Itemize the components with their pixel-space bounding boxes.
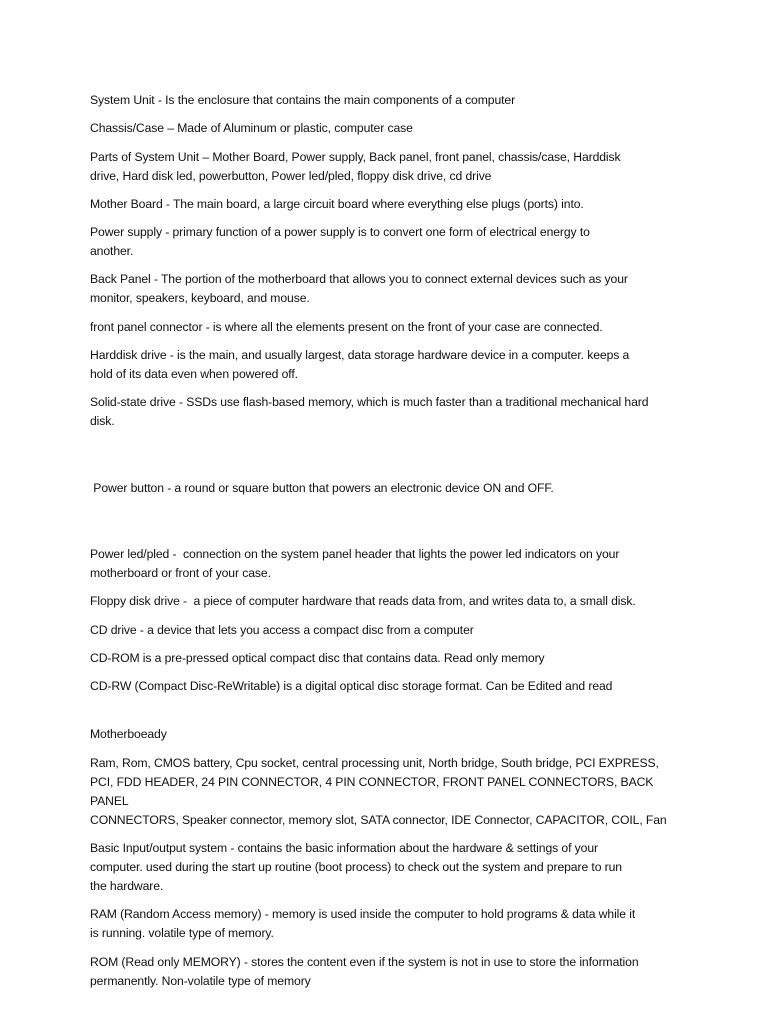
text-line: CONNECTORS, Speaker connector, memory slot, SATA connector, IDE Connector, CAPACITOR, COIL, Fan: [90, 812, 667, 827]
text-line: Mother Board - The main board, a large circuit board where everything else plugs (ports) into.: [90, 196, 584, 211]
text-line: Chassis/Case – Made of Aluminum or plastic, computer case: [90, 121, 413, 136]
text-line: Floppy disk drive - a piece of computer hardware that reads data from, and writes data to, a small disk.: [90, 594, 636, 609]
paragraph-back-panel: [90, 270, 685, 308]
paragraph-power-button: [90, 441, 685, 536]
text-line: computer. used during the start up routine (boot process) to check out the system and prepare to run: [90, 860, 622, 875]
paragraph-power-supply: [90, 223, 685, 261]
text-line: Power led/pled - connection on the system panel header that lights the power led indicators on your: [90, 546, 620, 561]
paragraph-motherboard-components: [90, 754, 685, 830]
paragraph-cd-drive: [90, 621, 685, 640]
text-line: CD drive - a device that lets you access a compact disc from a computer: [90, 622, 474, 637]
text-line: Ram, Rom, CMOS battery, Cpu socket, central processing unit, North bridge, South bridge, PCI EXPRESS,: [90, 755, 659, 770]
paragraph-bios: [90, 839, 685, 896]
text-line: the hardware.: [90, 879, 164, 894]
text-line: Parts of System Unit – Mother Board, Power supply, Back panel, front panel, chassis/case, Harddisk: [90, 149, 621, 164]
text-line: is running. volatile type of memory.: [90, 926, 274, 941]
paragraph-cd-rw: [90, 677, 685, 696]
paragraph-parts-of-system-unit: [90, 148, 685, 186]
paragraph-solid-state-drive: [90, 393, 685, 431]
text-line: front panel connector - is where all the elements present on the front of your case are connected.: [90, 319, 603, 334]
document-body: [90, 91, 685, 1000]
paragraph-cd-rom: [90, 649, 685, 668]
text-line: drive, Hard disk led, powerbutton, Power led/pled, floppy disk drive, cd drive: [90, 168, 492, 183]
paragraph-system-unit: [90, 91, 685, 110]
text-line: CD-RW (Compact Disc-ReWritable) is a digital optical disc storage format. Can be Edited and read: [90, 679, 613, 694]
paragraph-ram: [90, 905, 685, 943]
text-line: PCI, FDD HEADER, 24 PIN CONNECTOR, 4 PIN CONNECTOR, FRONT PANEL CONNECTORS, BACK PANEL: [90, 774, 654, 808]
paragraph-mother-board: [90, 195, 685, 214]
text-line: hold of its data even when powered off.: [90, 367, 298, 382]
paragraph-motherboard-heading: [90, 725, 685, 744]
paragraph-rom: [90, 953, 685, 991]
paragraph-harddisk-drive: [90, 346, 685, 384]
text-line: ROM (Read only MEMORY) - stores the content even if the system is not in use to store the information: [90, 954, 639, 969]
text-line: RAM (Random Access memory) - memory is used inside the computer to hold programs & data while it: [90, 907, 636, 922]
text-line: disk.: [90, 414, 115, 429]
text-line: Basic Input/output system - contains the basic information about the hardware & settings of your: [90, 841, 598, 856]
paragraph-floppy-disk-drive: [90, 592, 685, 611]
paragraph-power-led: [90, 545, 685, 583]
blank-gap: [90, 705, 685, 725]
text-line: Power button - a round or square button that powers an electronic device ON and OFF.: [90, 480, 554, 495]
text-line: System Unit - Is the enclosure that contains the main components of a computer: [90, 93, 516, 107]
text-line: Solid-state drive - SSDs use flash-based memory, which is much faster than a traditional mechanical hard: [90, 395, 649, 410]
text-line: Power supply - primary function of a power supply is to convert one form of electrical energy to: [90, 225, 590, 240]
paragraph-chassis-case: [90, 119, 685, 138]
text-line: permanently. Non-volatile type of memory: [90, 973, 311, 988]
text-line: Back Panel - The portion of the motherboard that allows you to connect external devices such as your: [90, 272, 628, 287]
paragraph-front-panel-connector: [90, 318, 685, 337]
text-line: Motherboeady: [90, 727, 167, 742]
text-line: CD-ROM is a pre-pressed optical compact disc that contains data. Read only memory: [90, 650, 545, 665]
text-line: another.: [90, 244, 134, 259]
text-line: motherboard or front of your case.: [90, 565, 271, 580]
text-line: monitor, speakers, keyboard, and mouse.: [90, 291, 310, 306]
text-line: Harddisk drive - is the main, and usually largest, data storage hardware device in a computer. keeps a: [90, 348, 630, 363]
